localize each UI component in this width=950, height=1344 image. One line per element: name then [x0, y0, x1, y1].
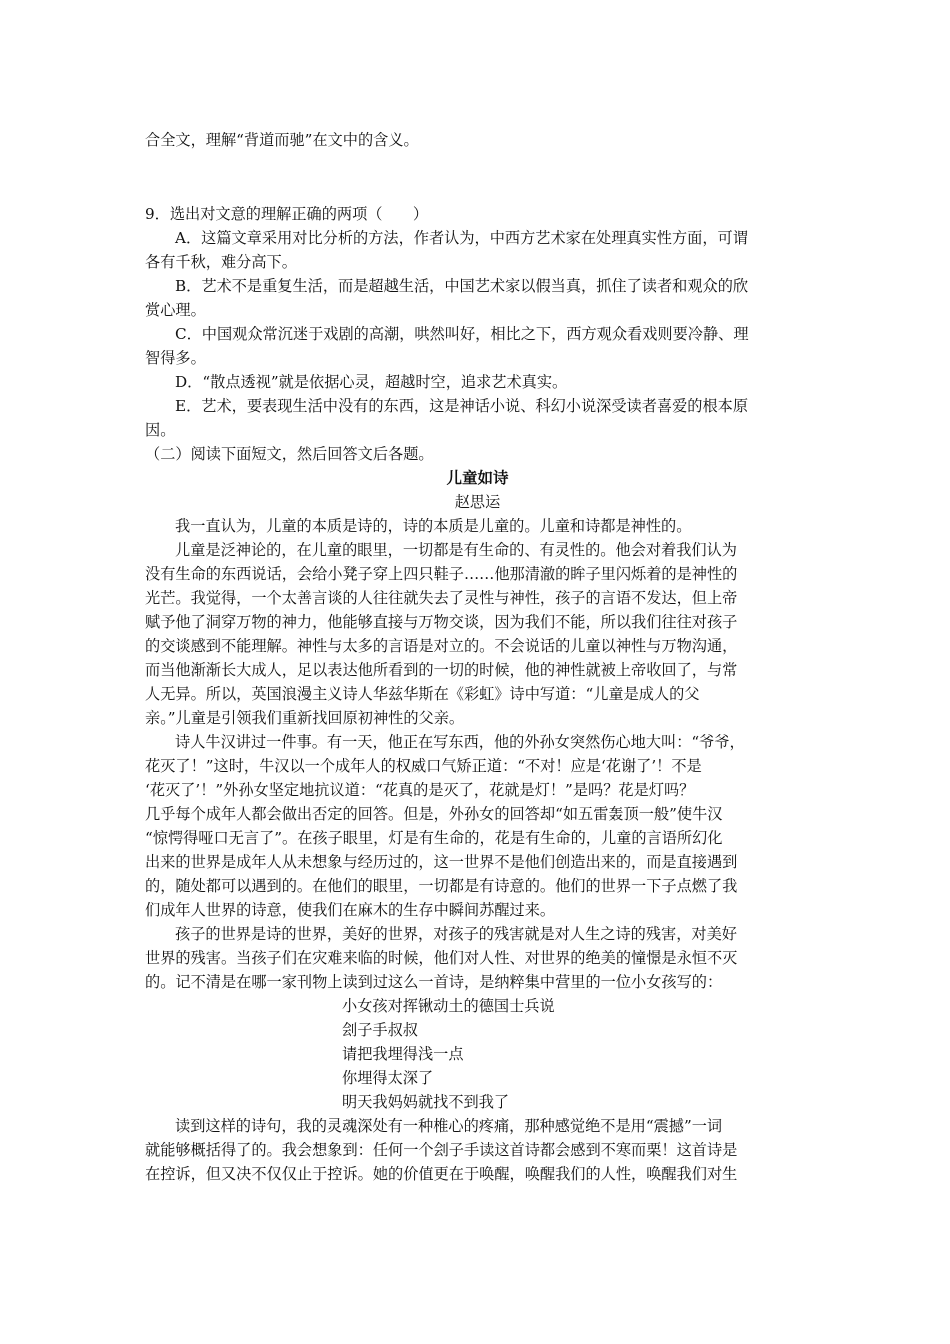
option-e-line-2: 因。	[145, 421, 176, 439]
para-2-line-2: 没有生命的东西说话，会给小凳子穿上四只鞋子……他那清澈的眸子里闪烁着的是神性的	[145, 565, 738, 583]
para-4-line-1: 孩子的世界是诗的世界，美好的世界，对孩子的残害就是对人生之诗的残害，对美好	[175, 925, 737, 943]
para-3-line-1: 诗人牛汉讲过一件事。有一天，他正在写东西，他的外孙女突然伤心地大叫：“爷爷，	[175, 733, 745, 751]
poem-line-1: 小女孩对挥锹动土的德国士兵说	[342, 997, 555, 1015]
poem-line-2: 刽子手叔叔	[342, 1021, 418, 1039]
article-title: 儿童如诗	[446, 468, 509, 487]
para-2-line-4: 赋予他了洞穿万物的神力，他能够直接与万物交谈，因为我们不能，所以我们往往对孩子	[145, 613, 738, 631]
option-d-line-1: D．“散点透视”就是依据心灵，超越时空，追求艺术真实。	[175, 373, 568, 391]
section-2-heading: （二）阅读下面短文，然后回答文后各题。	[145, 445, 434, 463]
closing-line-3: 在控诉，但又决不仅仅止于控诉。她的价值更在于唤醒，唤醒我们的人性，唤醒我们对生	[145, 1165, 738, 1183]
para-4-line-3: 的。记不清是在哪一家刊物上读到过这么一首诗，是纳粹集中营里的一位小女孩写的：	[145, 973, 723, 991]
para-3-line-4: 几乎每个成年人都会做出否定的回答。但是，外孙女的回答却“如五雷轰顶一般”使牛汉	[145, 805, 723, 823]
para-2-line-3: 光芒。我觉得，一个太善言谈的人往往就失去了灵性与神性，孩子的言语不发达，但上帝	[145, 589, 738, 607]
article-author: 赵思运	[454, 493, 501, 511]
option-b-line-2: 赏心理。	[145, 301, 206, 319]
para-4-line-2: 世界的残害。当孩子们在灾难来临的时候，他们对人性、对世界的绝美的憧憬是永恒不灭	[145, 949, 738, 967]
para-3-line-6: 出来的世界是成年人从未想象与经历过的，这一世界不是他们创造出来的，而是直接遇到	[145, 853, 738, 871]
closing-line-2: 就能够概括得了的。我会想象到：任何一个刽子手读这首诗都会感到不寒而栗！这首诗是	[145, 1141, 738, 1159]
option-a-line-2: 各有千秋，难分高下。	[145, 253, 297, 271]
poem-line-5: 明天我妈妈就找不到我了	[342, 1093, 510, 1111]
para-1-line-1: 我一直认为，儿童的本质是诗的，诗的本质是儿童的。儿童和诗都是神性的。	[175, 517, 692, 535]
option-c-line-1: C．中国观众常沉迷于戏剧的高潮，哄然叫好，相比之下，西方观众看戏则要冷静、理	[175, 325, 749, 343]
question-9	[145, 202, 810, 1186]
para-2-line-1: 儿童是泛神论的，在儿童的眼里，一切都是有生命的、有灵性的。他会对着我们认为	[175, 541, 737, 559]
para-3-line-8: 们成年人世界的诗意，使我们在麻木的生存中瞬间苏醒过来。	[145, 901, 556, 919]
para-3-line-7: 的，随处都可以遇到的。在他们的眼里，一切都是有诗意的。他们的世界一下子点燃了我	[145, 877, 738, 895]
para-2-line-8: 亲。”儿童是引领我们重新找回原初神性的父亲。	[145, 709, 465, 727]
para-3-line-2: 花灭了！”这时，牛汉以一个成年人的权威口气矫正道：“不对！应是‘花谢了’！不是	[145, 757, 702, 775]
para-3-line-5: “惊愕得哑口无言了”。在孩子眼里，灯是有生命的，花是有生命的，儿童的言语所幻化	[145, 829, 723, 847]
para-2-line-5: 的交谈感到不能理解。神性与太多的言语是对立的。不会说话的儿童以神性与万物沟通，	[145, 637, 738, 655]
option-e-line-1: E．艺术，要表现生活中没有的东西，这是神话小说、科幻小说深受读者喜爱的根本原	[175, 397, 749, 415]
para-2-line-7: 人无异。所以，英国浪漫主义诗人华兹华斯在《彩虹》诗中写道：“儿童是成人的父	[145, 685, 700, 703]
option-b-line-1: B．艺术不是重复生活，而是超越生活，中国艺术家以假当真，抓住了读者和观众的欣	[175, 277, 749, 295]
question-stem: 9．选出对文意的理解正确的两项（ ）	[145, 205, 429, 223]
intro-line: 合全文，理解“背道而驰”在文中的含义。	[145, 131, 419, 149]
poem	[145, 994, 810, 1114]
para-2-line-6: 而当他渐渐长大成人，足以表达他所看到的一切的时候，他的神性就被上帝收回了，与常	[145, 661, 738, 679]
poem-line-4: 你埋得太深了	[342, 1069, 434, 1087]
option-a-line-1: A．这篇文章采用对比分析的方法，作者认为，中西方艺术家在处理真实性方面，可谓	[175, 229, 748, 247]
closing-line-1: 读到这样的诗句，我的灵魂深处有一种椎心的疼痛，那种感觉绝不是用“震撼”一词	[175, 1117, 723, 1135]
option-c-line-2: 智得多。	[145, 349, 206, 367]
poem-line-3: 请把我埋得浅一点	[342, 1045, 464, 1063]
para-3-line-3: ‘花灭了’！”外孙女坚定地抗议道：“花真的是灭了，花就是灯！”是吗？花是灯吗？	[145, 781, 695, 799]
